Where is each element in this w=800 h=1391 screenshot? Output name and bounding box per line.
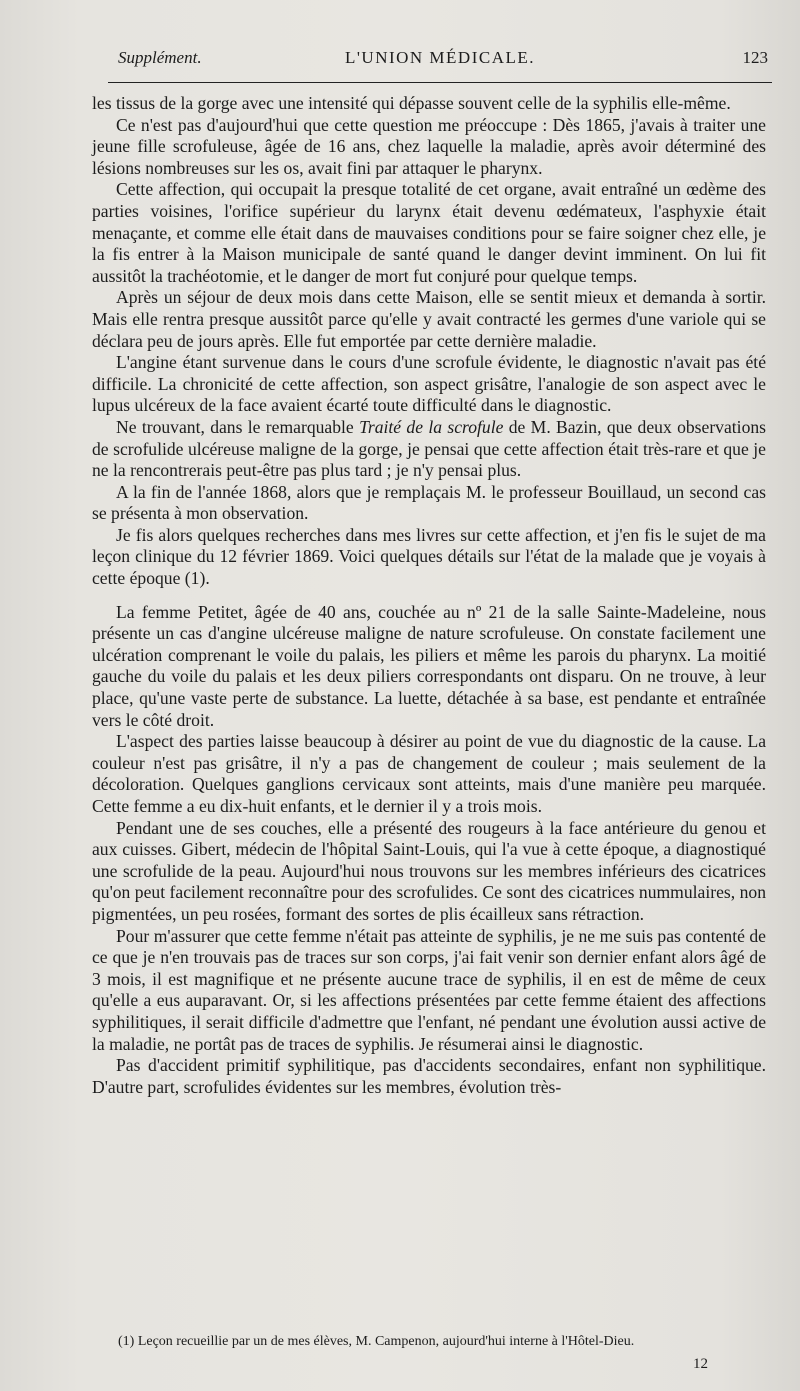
paragraph <box>92 482 766 525</box>
header-journal-title: L'UNION MÉDICALE. <box>344 48 536 67</box>
paragraph <box>92 417 766 482</box>
paragraph-text: La femme Petitet, âgée de 40 ans, couchée au nº 21 de la salle Sainte-Madeleine, nous présente un cas d'angine ulcéreuse maligne de nature scrofuleuse. On constate facilement une ulcération comprenant le voile du palais, les piliers et même les parois du pharynx. La moitié gauche du voile du palais et les deux piliers correspondants ont disparu. On ne trouve, à leur place, qu'une vaste perte de substance. La luette, détachée à sa base, est pendante et entraînée vers le côté droit. <box>92 601 766 730</box>
paragraph <box>92 287 766 352</box>
book-title: Traité de la scrofule <box>359 416 504 437</box>
paragraph-text: Pour m'assurer que cette femme n'était pas atteinte de syphilis, je ne me suis pas contenté de ce que je n'en trouvais pas de traces sur son corps, j'ai fait venir son dernier enfant alors âgé de 3 mois, il est magnifique et ne présente aucune trace de syphilis, il en est de même de ceux qu'elle a eus auparavant. Or, si les affections présentées par cette femme étaient des affections syphilitiques, il serait difficile d'admettre que l'enfant, né pendant une évolution aussi active de la maladie, ne portât pas de traces de syphilis. Je résumerai ainsi le diagnostic. <box>92 925 766 1054</box>
signature-mark: 12 <box>693 1356 708 1372</box>
paragraph-text: Ne trouvant, dans le remarquable <box>116 416 360 437</box>
paragraph <box>92 115 766 180</box>
header-rule <box>108 82 772 83</box>
paragraph-text: Je fis alors quelques recherches dans mes livres sur cette affection, et j'en fis le sujet de ma leçon clinique du 12 février 1869. Voici quelques détails sur l'état de la malade que je voyais à cette époque (1). <box>92 524 766 589</box>
article-body <box>92 93 766 1098</box>
paragraph-text: L'aspect des parties laisse beaucoup à désirer au point de vue du diagnostic de la cause. La couleur n'est pas grisâtre, il n'y a pas de changement de couleur ; mais seulement de la décoloration. Quelques ganglions cervicaux sont atteints, mais d'une manière peu marquée. Cette femme a eu dix-huit enfants, et le dernier il y a trois mois. <box>92 731 766 816</box>
header-section-label: Supplément. <box>118 48 202 67</box>
paragraph-text: L'angine étant survenue dans le cours d'une scrofule évidente, le diagnostic n'avait pas été difficile. La chronicité de cette affection, son aspect grisâtre, l'analogie de son aspect avec le lupus ulcéreux de la face avaient écarté toute difficulté dans le diagnostic. <box>92 352 766 416</box>
paragraph <box>92 1055 766 1098</box>
paragraph <box>92 352 766 417</box>
paragraph-text: de M. Bazin, que deux observations de scrofulide ulcéreuse maligne de la gorge, je pensai que cette affection était très-rare et que je ne la rencontrerais peut-être pas plus tard ; je n'y pensai plus. <box>92 416 767 481</box>
paragraph-text: A la fin de l'année 1868, alors que je remplaçais M. le professeur Bouillaud, un second cas se présenta à mon observation. <box>92 481 766 524</box>
paragraph-text: Après un séjour de deux mois dans cette Maison, elle se sentit mieux et demanda à sortir. Mais elle rentra presque aussitôt parce qu'elle y avait contracté les germes d'une variole qui se déclara peu de jours après. Elle fut emportée par cette dernière maladie. <box>92 287 766 351</box>
running-header <box>110 48 770 74</box>
paragraph-text: les tissus de la gorge avec une intensité qui dépasse souvent celle de la syphilis elle-même. <box>92 93 731 113</box>
paragraph <box>92 602 766 732</box>
paragraph-text: Cette affection, qui occupait la presque totalité de cet organe, avait entraîné un œdème des parties voisines, l'orifice supérieur du larynx était devenu œdémateux, l'asphyxie était menaçante, et comme elle était dans de mauvaises conditions pour se faire soigner chez elle, je la fis entrer à la Maison municipale de santé quand le danger devint imminent. On lui fit aussitôt la trachéotomie, et le danger de mort fut conjuré pour quelque temps. <box>92 179 766 286</box>
paragraph-text: Pas d'accident primitif syphilitique, pas d'accidents secondaires, enfant non syphilitique. D'autre part, scrofulides évidentes sur les membres, évolution très- <box>92 1055 766 1097</box>
paragraph <box>92 93 766 115</box>
paragraph <box>92 731 766 817</box>
paragraph <box>92 179 766 287</box>
page-number: 123 <box>742 48 768 67</box>
paragraph-text: Ce n'est pas d'aujourd'hui que cette question me préoccupe : Dès 1865, j'avais à traiter une jeune fille scrofuleuse, âgée de 16 ans, chez laquelle la maladie, après avoir déterminé des lésions nombreuses sur les os, avait fini par attaquer le pharynx. <box>92 114 766 178</box>
paragraph <box>92 818 766 926</box>
paragraph <box>92 926 766 1056</box>
paragraph <box>92 525 766 590</box>
paragraph-text: Pendant une de ses couches, elle a présenté des rougeurs à la face antérieure du genou et aux cuisses. Gibert, médecin de l'hôpital Saint-Louis, qui l'a vue à cette époque, a diagnostiqué une scrofulide de la peau. Aujourd'hui nous trouvons sur les membres inférieurs des cicatrices qu'on peut facilement reconnaître pour des scrofulides. Ce sont des cicatrices nummulaires, non pigmentées, un peu rosées, formant des sortes de plis écailleux sans rétraction. <box>92 817 766 924</box>
footnote: (1) Leçon recueillie par un de mes élèves, M. Campenon, aujourd'hui interne à l'Hôtel-Dieu. <box>118 1334 635 1349</box>
